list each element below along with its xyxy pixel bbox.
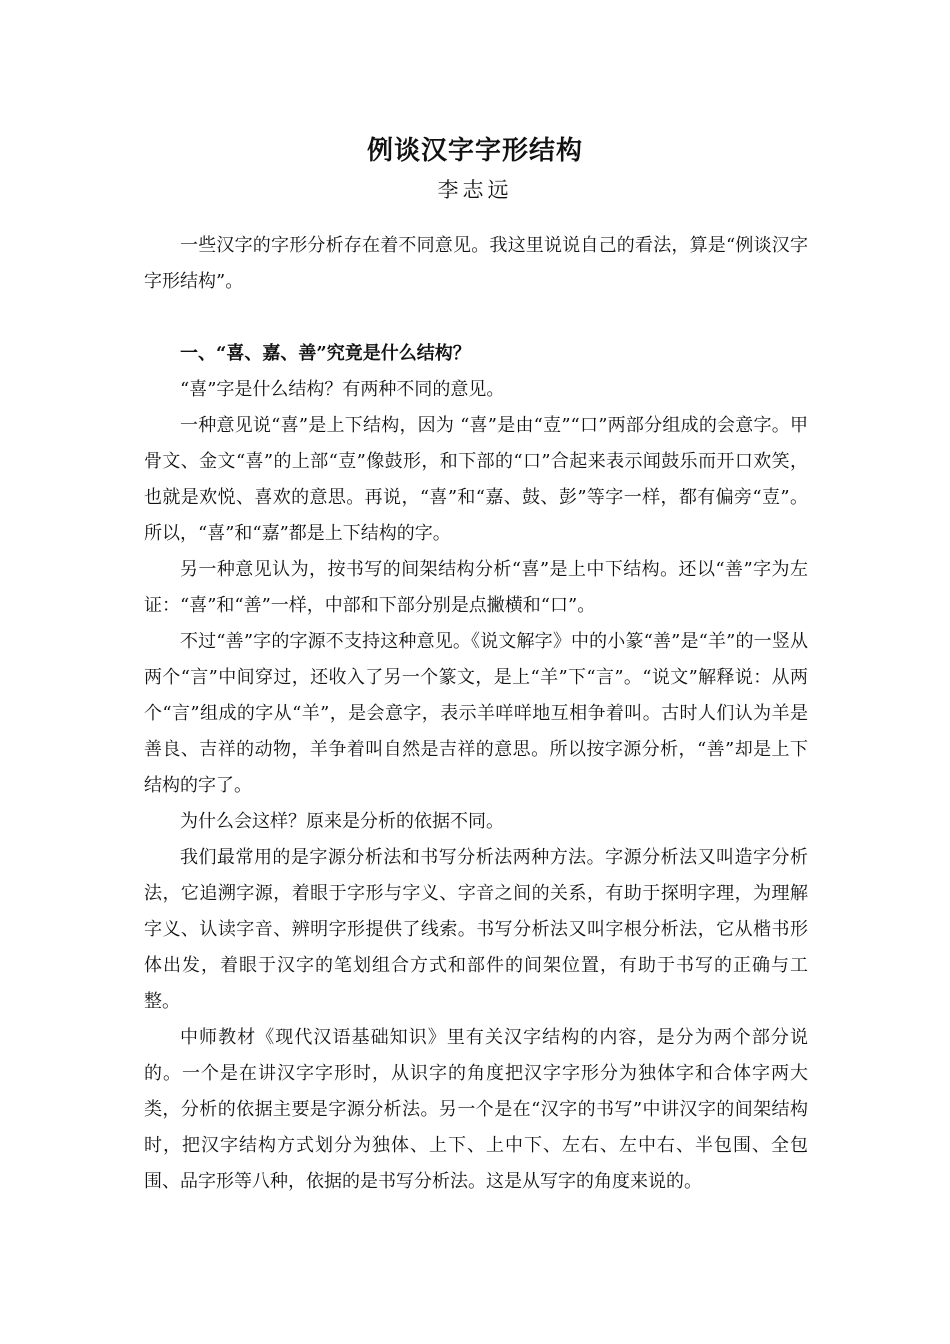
document-author: 李志远 [437,178,513,202]
body-paragraph: 中师教材《现代汉语基础知识》里有关汉字结构的内容，是分为两个部分说的。一个是在讲汉字字形时，从识字的角度把汉字字形分为独体字和合体字两大类，分析的依据主要是字源分析法。另一个是在“汉字的书写”中讲汉字的间架结构时，把汉字结构方式划分为独体、上下、上中下、左右、左中右、半包围、全包围、品字形等八种，依据的是书写分析法。这是从写字的角度来说的。 [144,1027,808,1192]
body-paragraph: 不过“善”字的字源不支持这种意见。《说文解字》中的小篆“善”是“羊”的一竖从两个“言”中间穿过，还收入了另一个篆文，是上“羊”下“言”。“说文”解释说：从两个“言”组成的字从“羊”，是会意字，表示羊咩咩地互相争着叫。古时人们认为羊是善良、吉祥的动物，羊争着叫自然是吉祥的意思。所以按字源分析，“善”却是上下结构的字了。 [144,631,808,796]
body-paragraph: 为什么会这样？原来是分析的依据不同。 [180,811,504,832]
document-title: 例谈汉字字形结构 [366,136,583,166]
document-body [144,228,808,1200]
intro-paragraph: 一些汉字的字形分析存在着不同意见。我这里说说自己的看法，算是“例谈汉字字形结构”。 [144,235,808,292]
section-heading: 一、“喜、嘉、善”究竟是什么结构？ [180,343,471,364]
body-paragraph: 我们最常用的是字源分析法和书写分析法两种方法。字源分析法又叫造字分析法，它追溯字源，着眼于字形与字义、字音之间的关系，有助于探明字理，为理解字义、认读字音、辨明字形提供了线索。书写分析法又叫字根分析法，它从楷书形体出发，着眼于汉字的笔划组合方式和部件的间架位置，有助于书写的正确与工整。 [144,847,808,1012]
body-paragraph: 另一种意见认为，按书写的间架结构分析“喜”是上中下结构。还以“善”字为左证：“喜”和“善”一样，中部和下部分别是点撇横和“口”。 [144,559,808,616]
body-paragraph: “喜”字是什么结构？有两种不同的意见。 [180,379,505,400]
body-paragraph: 一种意见说“喜”是上下结构，因为 “喜”是由“壴”“口”两部分组成的会意字。甲骨文、金文“喜”的上部“壴”像鼓形，和下部的“口”合起来表示闻鼓乐而开口欢笑，也就是欢悦、喜欢的意思。再说，“喜”和“嘉、鼓、彭”等字一样，都有偏旁“壴”。所以，“喜”和“嘉”都是上下结构的字。 [144,415,808,544]
